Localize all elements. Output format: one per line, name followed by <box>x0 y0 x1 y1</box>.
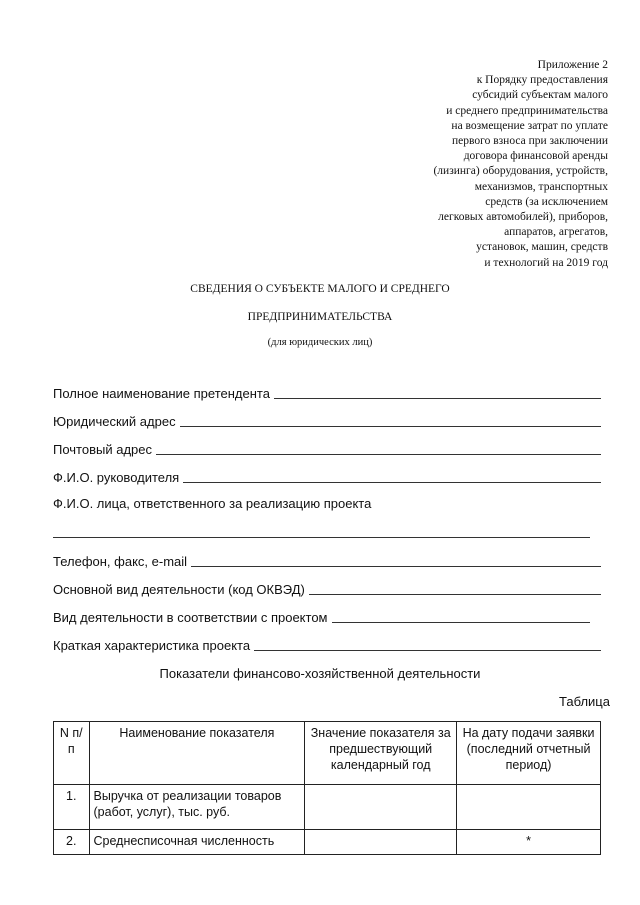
indicators-table <box>53 721 601 855</box>
indicators-title: Показатели финансово-хозяйственной деятельности <box>159 666 481 681</box>
header-current-period: На дату подачи заявки (последний отчетный период) <box>457 722 601 785</box>
responsible-label: Ф.И.О. лица, ответственного за реализацию проекта <box>53 496 372 511</box>
document-title-line-1: СВЕДЕНИЯ О СУБЪЕКТЕ МАЛОГО И СРЕДНЕГО <box>190 283 450 295</box>
appendix-line: средств (за исключением <box>485 195 608 208</box>
director-field[interactable] <box>183 470 601 483</box>
appendix-line: первого взноса при заключении <box>452 135 608 148</box>
row-previous-value[interactable] <box>305 830 457 855</box>
appendix-line: и среднего предпринимательства <box>446 104 608 117</box>
postal-address-row <box>53 439 601 457</box>
document-title-note: (для юридических лиц) <box>267 337 373 348</box>
row-previous-value[interactable] <box>305 785 457 830</box>
responsible-row <box>53 522 590 540</box>
table-header-row <box>54 722 601 785</box>
legal-address-field[interactable] <box>180 414 601 427</box>
full-name-label: Полное наименование претендента <box>53 386 270 401</box>
row-number: 1. <box>54 785 90 830</box>
table-row <box>54 830 601 855</box>
appendix-line: механизмов, транспортных <box>474 180 608 193</box>
postal-address-label: Почтовый адрес <box>53 442 152 457</box>
appendix-line: договора финансовой аренды <box>463 150 608 163</box>
responsible-field[interactable] <box>53 527 590 538</box>
project-activity-row <box>53 607 590 625</box>
full-name-row <box>53 383 601 401</box>
appendix-line: субсидий субъектам малого <box>472 89 608 102</box>
row-current-value[interactable]: * <box>457 830 601 855</box>
project-summary-label: Краткая характеристика проекта <box>53 638 251 653</box>
project-summary-field[interactable] <box>254 638 601 651</box>
legal-address-row <box>53 411 601 429</box>
postal-address-field[interactable] <box>156 442 601 455</box>
row-indicator-name: Выручка от реализации товаров (работ, услуг), тыс. руб. <box>89 785 305 830</box>
appendix-line: легковых автомобилей), приборов, <box>438 211 608 224</box>
contacts-field[interactable] <box>191 554 601 567</box>
header-indicator-name: Наименование показателя <box>89 722 305 785</box>
okved-label: Основной вид деятельности (код ОКВЭД) <box>53 582 305 597</box>
full-name-field[interactable] <box>274 386 601 399</box>
document-title-line-2: ПРЕДПРИНИМАТЕЛЬСТВА <box>247 311 393 323</box>
director-label: Ф.И.О. руководителя <box>53 470 180 485</box>
appendix-line: (лизинга) оборудования, устройств, <box>433 165 608 178</box>
row-number: 2. <box>54 830 90 855</box>
row-indicator-name: Среднесписочная численность <box>89 830 305 855</box>
okved-row <box>53 579 601 597</box>
contacts-label: Телефон, факс, e-mail <box>53 554 188 569</box>
header-previous-year: Значение показателя за предшествующий календарный год <box>305 722 457 785</box>
contacts-row <box>53 551 601 569</box>
director-row <box>53 467 601 485</box>
legal-address-label: Юридический адрес <box>53 414 176 429</box>
appendix-line: Приложение 2 <box>537 59 608 71</box>
table-row <box>54 785 601 830</box>
project-activity-label: Вид деятельности в соответствии с проектом <box>53 610 328 625</box>
project-activity-field[interactable] <box>332 610 591 623</box>
project-summary-row <box>53 635 601 653</box>
appendix-note <box>433 58 608 271</box>
appendix-line: аппаратов, агрегатов, <box>504 226 608 239</box>
appendix-line: и технологий на 2019 год <box>484 256 608 269</box>
okved-field[interactable] <box>309 582 601 595</box>
table-caption: Таблица <box>559 694 610 709</box>
appendix-line: установок, машин, средств <box>476 241 608 254</box>
header-number: N п/п <box>54 722 90 785</box>
appendix-line: на возмещение затрат по уплате <box>451 119 608 132</box>
appendix-line: к Порядку предоставления <box>476 74 608 87</box>
row-current-value[interactable] <box>457 785 601 830</box>
